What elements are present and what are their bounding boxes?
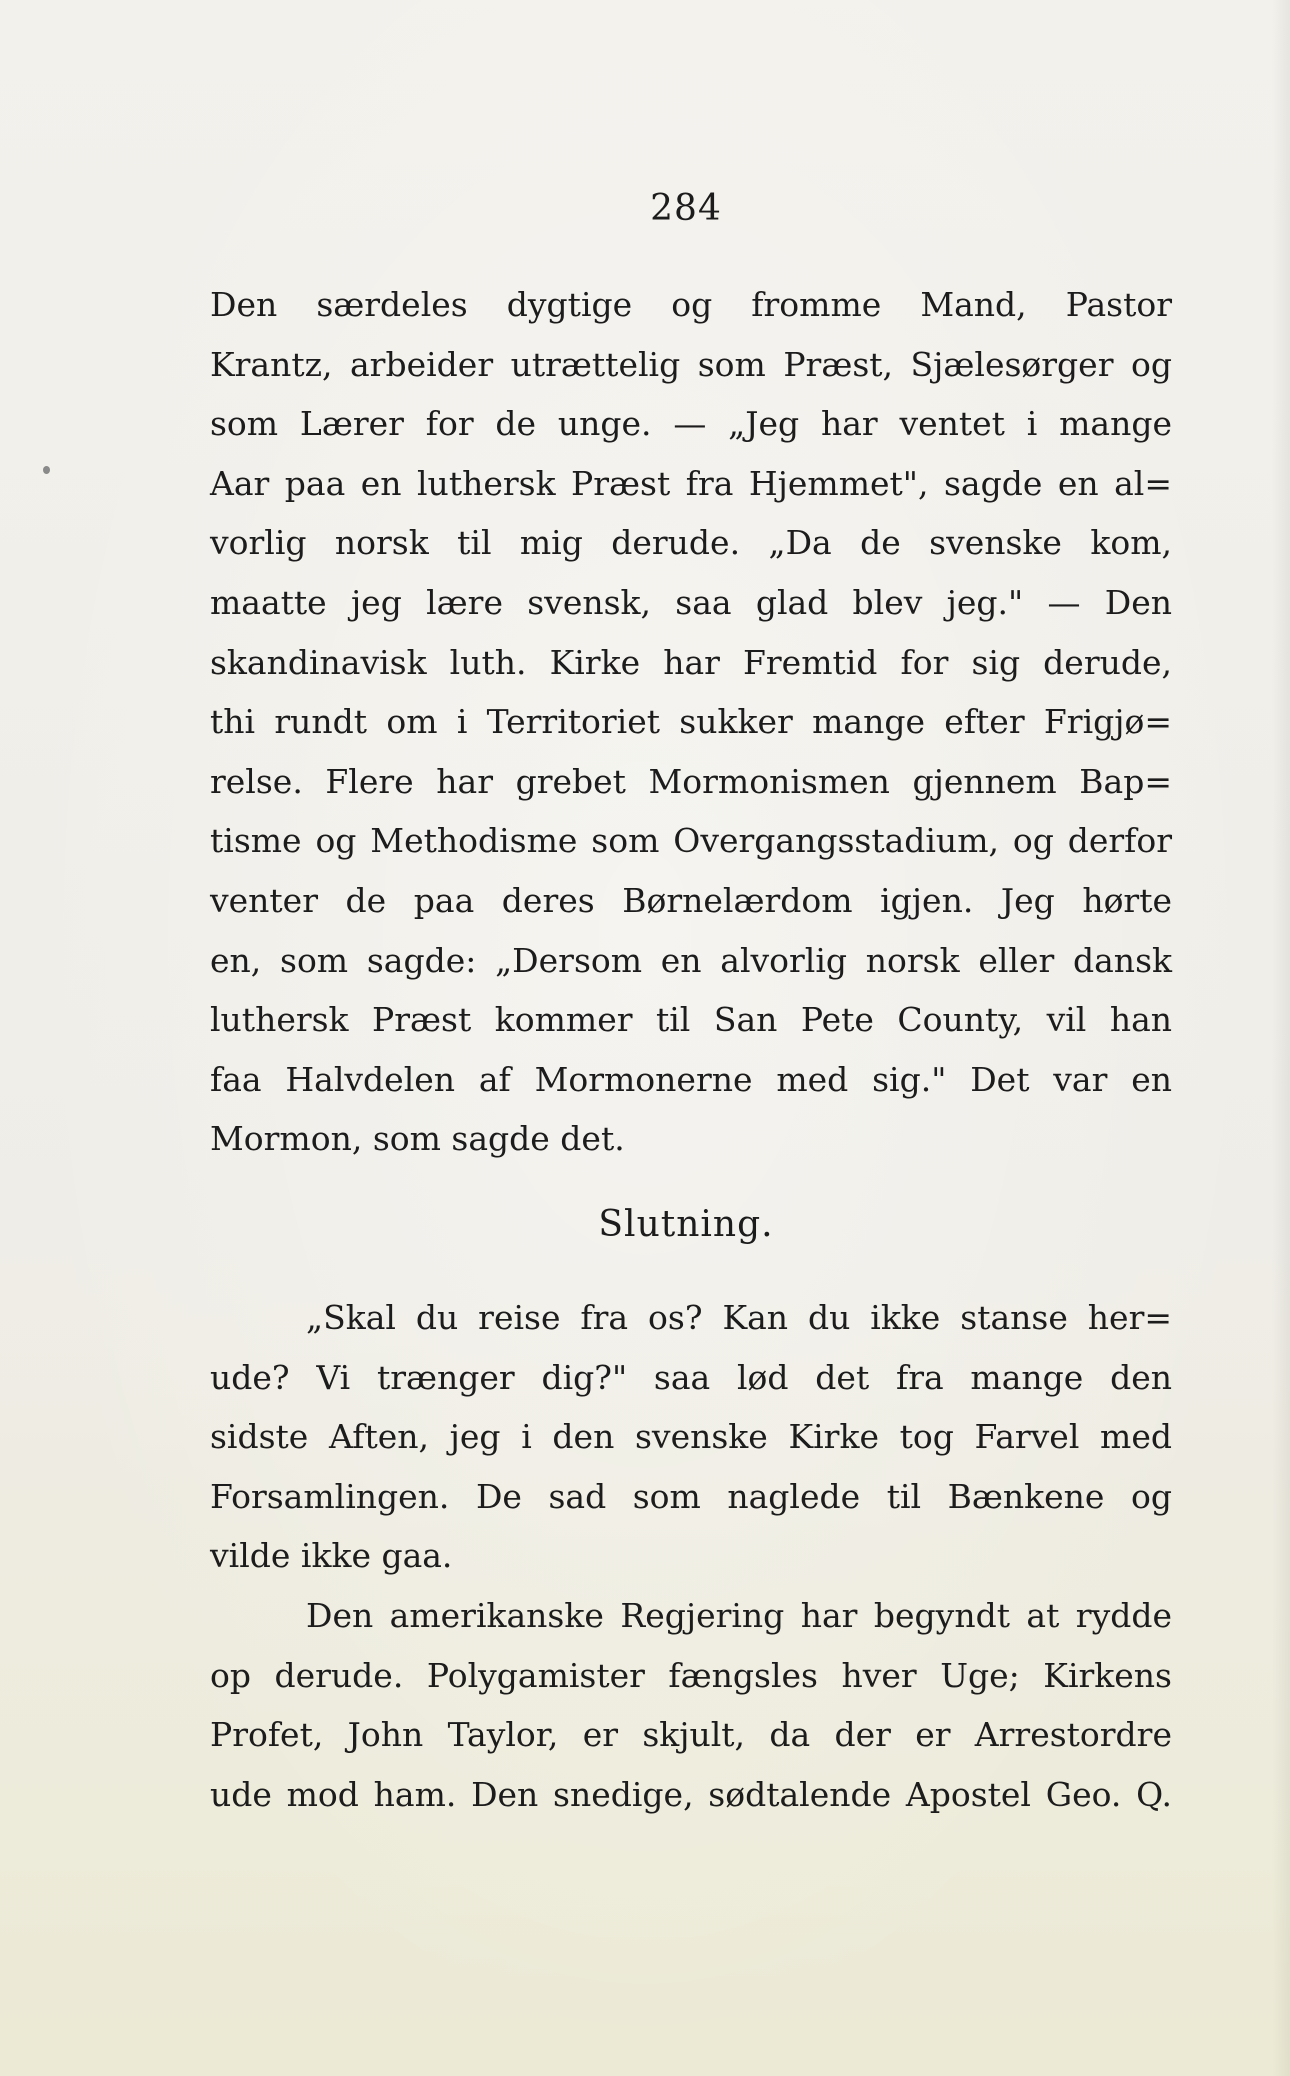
text-line: „Skal du reise fra os? Kan du ikke stanse her= — [306, 1298, 1172, 1337]
text-line: sidste Aften, jeg i den svenske Kirke tog Farvel med — [210, 1417, 1172, 1457]
text-line: vorlig norsk til mig derude. „Da de svenske kom, — [210, 523, 1172, 563]
page-number: 284 — [650, 188, 722, 229]
text-line: Krantz, arbeider utrættelig som Præst, Sjælesørger og — [210, 344, 1172, 384]
text-line: tisme og Methodisme som Overgangsstadium, og derfor — [210, 821, 1172, 861]
page-edge-shadow — [1272, 0, 1290, 2076]
text-line: Forsamlingen. De sad som naglede til Bænkene og — [210, 1476, 1172, 1516]
text-line: Aar paa en luthersk Præst fra Hjemmet", sagde en al= — [210, 463, 1172, 503]
text-line: ude mod ham. Den snedige, sødtalende Apostel Geo. Q. — [210, 1774, 1172, 1814]
paper-speck — [43, 466, 50, 474]
text-line: ude? Vi trænger dig?" saa lød det fra mange den — [210, 1357, 1172, 1397]
paragraph-1 — [210, 275, 1172, 1169]
text-line: skandinavisk luth. Kirke har Fremtid for sig derude, — [210, 642, 1172, 682]
text-line: op derude. Polygamister fængsles hver Uge; Kirkens — [210, 1655, 1172, 1695]
section-heading: Slutning. — [598, 1204, 774, 1245]
text-line: som Lærer for de unge. — „Jeg har ventet i mange — [210, 404, 1172, 444]
text-line: faa Halvdelen af Mormonerne med sig." Det var en — [210, 1059, 1172, 1099]
text-line: Profet, John Taylor, er skjult, da der er Arrestordre — [210, 1715, 1172, 1755]
text-line: Den særdeles dygtige og fromme Mand, Pastor — [210, 285, 1172, 324]
paragraph-2 — [210, 1288, 1172, 1586]
text-line: Den amerikanske Regjering har begyndt at rydde — [306, 1596, 1172, 1635]
text-line: maatte jeg lære svensk, saa glad blev jeg." — Den — [210, 582, 1172, 622]
text-line: en, som sagde: „Dersom en alvorlig norsk eller dansk — [210, 940, 1172, 980]
text-line: venter de paa deres Børnelærdom igjen. Jeg hørte — [210, 880, 1172, 920]
text-line: thi rundt om i Territoriet sukker mange efter Frigjø= — [210, 702, 1172, 742]
paragraph-3 — [210, 1586, 1172, 1824]
text-line: relse. Flere har grebet Mormonismen gjennem Bap= — [210, 761, 1172, 801]
text-line: luthersk Præst kommer til San Pete County, vil han — [210, 1000, 1172, 1040]
text-line: vilde ikke gaa. — [210, 1536, 453, 1576]
text-line: Mormon, som sagde det. — [210, 1119, 625, 1159]
